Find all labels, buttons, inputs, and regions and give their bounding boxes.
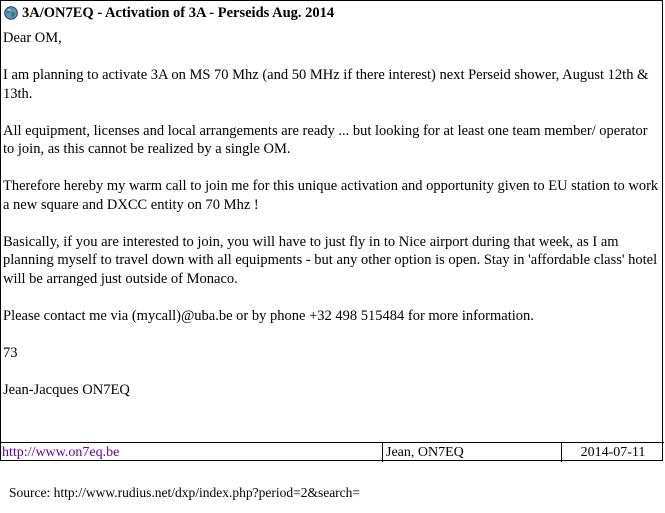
paragraph-call: Therefore hereby my warm call to join me for this unique activation and opportunity given to EU station to work a new square and DXCC entity on 70 Mhz !	[3, 178, 659, 213]
paragraph-contact: Please contact me via (mycall)@uba.be or by phone +32 498 515484 for more information.	[3, 307, 534, 324]
paragraph-greeting: Dear OM,	[3, 30, 62, 46]
paragraph-logistics: Basically, if you are interested to join, you will have to just fly in to Nice airport during that week, as I am planning myself to travel down with all equipments - but any other option is open. Stay in 'affordable class' hotel will be arranged just outside of Monaco.	[3, 233, 658, 287]
footer-author: Jean, ON7EQ	[383, 443, 562, 462]
post-title-row	[1, 1, 662, 25]
post-title: 3A/ON7EQ - Activation of 3A - Perseids Aug. 2014	[22, 4, 335, 21]
footer-url-cell	[1, 443, 383, 462]
paragraph-plan: I am planning to activate 3A on MS 70 Mhz (and 50 MHz if there interest) next Perseid shower, August 12th & 13th.	[3, 67, 649, 102]
post-body	[1, 29, 664, 399]
source-note: Source: http://www.rudius.net/dxp/index.php?period=2&search=	[9, 485, 361, 500]
paragraph-equipment: All equipment, licenses and local arrangements are ready ... but looking for at least one team member/ operator to join, as this cannot be realized by a single OM.	[3, 122, 648, 157]
globe-icon	[4, 6, 18, 20]
homepage-link[interactable]: http://www.on7eq.be	[2, 444, 120, 460]
paragraph-signature: Jean-Jacques ON7EQ	[3, 381, 130, 398]
footer-date: 2014-07-11	[580, 444, 646, 460]
post-footer	[1, 442, 664, 462]
paragraph-73: 73	[3, 344, 18, 361]
